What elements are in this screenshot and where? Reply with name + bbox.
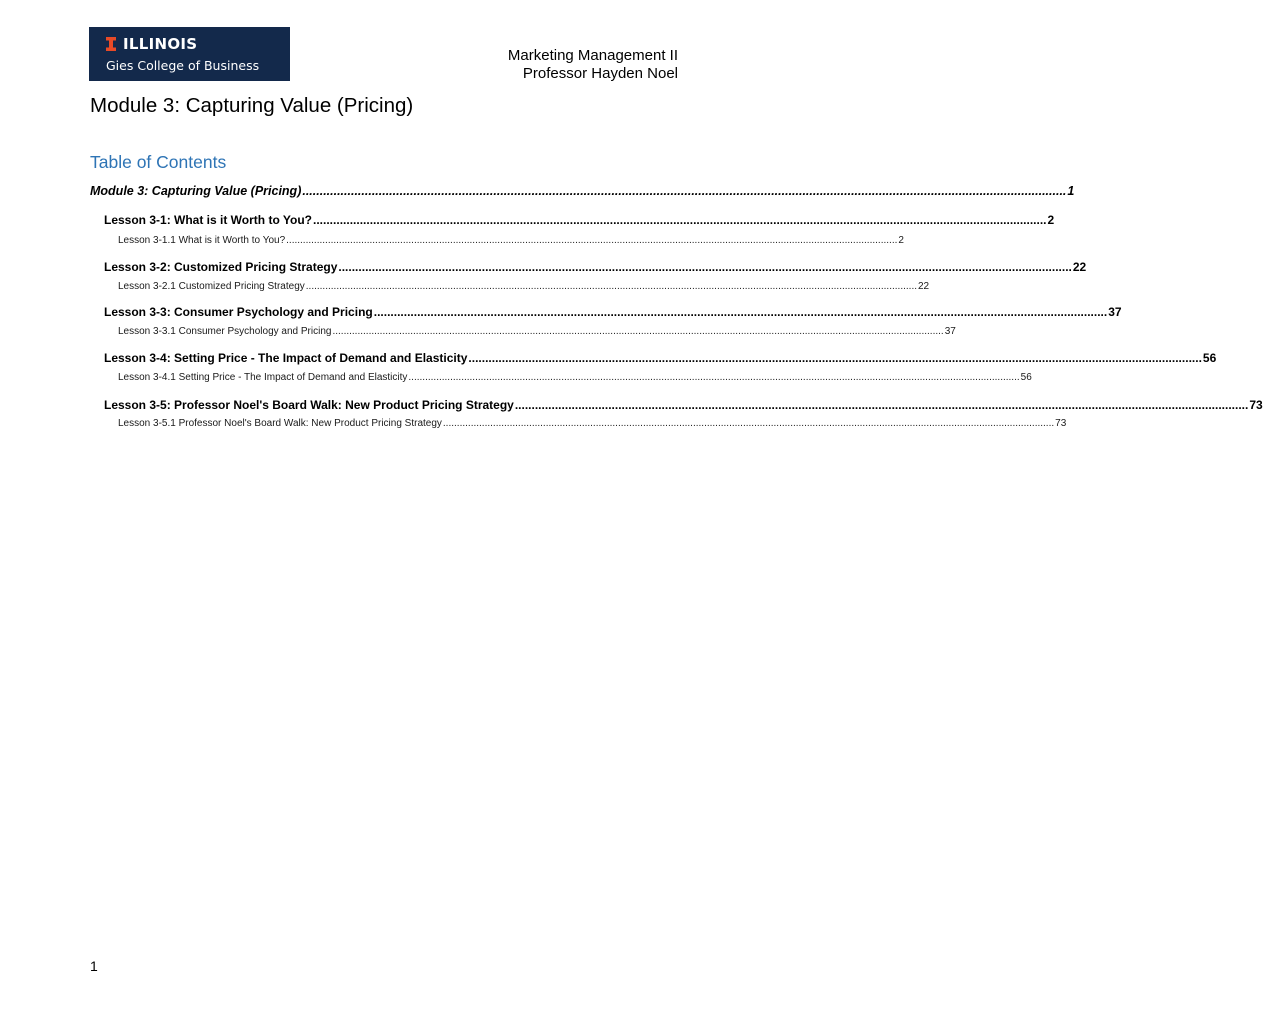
toc-entry-page: 37 (944, 326, 956, 337)
toc-entry-page: 37 (1108, 305, 1122, 319)
toc-leader-dots: ............................................................................................................................................................................................................................ (305, 281, 917, 292)
toc-leader-dots: ............................................................................................................................................................................................................................ (408, 372, 1020, 383)
logo-subtitle: Gies College of Business (106, 58, 260, 73)
toc-entry-lesson-3-3-1[interactable] (118, 325, 956, 339)
toc-entry-page: 56 (1020, 372, 1032, 383)
toc-leader-dots: ............................................................................................................................................................................................................................ (302, 184, 1067, 198)
toc-entry-title: Lesson 3-3.1 Consumer Psychology and Pricing (118, 326, 332, 337)
toc-leader-dots: ............................................................................................................................................................................................................................ (313, 213, 1047, 227)
toc-entry-lesson-3-2[interactable] (104, 259, 1087, 276)
toc-entry-title: Lesson 3-5.1 Professor Noel's Board Walk: New Product Pricing Strategy (118, 418, 442, 429)
toc-entry-module-3[interactable] (90, 182, 1075, 200)
toc-entry-title: Lesson 3-2: Customized Pricing Strategy (104, 260, 338, 274)
toc-entry-title: Lesson 3-4: Setting Price - The Impact of Demand and Elasticity (104, 351, 468, 365)
toc-entry-title: Lesson 3-1: What is it Worth to You? (104, 213, 313, 227)
toc-entry-page: 22 (1072, 260, 1087, 274)
toc-entry-title: Lesson 3-5: Professor Noel's Board Walk: New Product Pricing Strategy (104, 398, 514, 412)
document-header (508, 47, 678, 83)
course-name: Marketing Management II (507, 47, 678, 64)
toc-entry-page: 56 (1202, 351, 1217, 365)
toc-heading: Table of Contents (90, 152, 227, 172)
toc-leader-dots: ............................................................................................................................................................................................................................ (332, 326, 944, 337)
toc-entry-lesson-3-4-1[interactable] (118, 371, 1032, 385)
logo-wordmark: ILLINOIS (123, 35, 198, 53)
toc-leader-dots: ............................................................................................................................................................................................................................ (286, 235, 898, 246)
toc-leader-dots: ............................................................................................................................................................................................................................ (514, 398, 1249, 412)
toc-entry-title: Lesson 3-3: Consumer Psychology and Pricing (104, 305, 373, 319)
block-i-icon (106, 37, 116, 51)
toc-entry-title: Module 3: Capturing Value (Pricing) (90, 184, 302, 198)
toc-entry-lesson-3-2-1[interactable] (118, 280, 930, 294)
toc-entry-lesson-3-4[interactable] (104, 350, 1217, 367)
toc-entry-lesson-3-1[interactable] (104, 212, 1055, 229)
toc-entry-lesson-3-3[interactable] (104, 304, 1122, 321)
toc-entry-page: 73 (1055, 418, 1067, 429)
illinois-gies-logo (89, 27, 290, 81)
toc-leader-dots: ............................................................................................................................................................................................................................ (373, 305, 1108, 319)
toc-entry-title: Lesson 3-4.1 Setting Price - The Impact of Demand and Elasticity (118, 372, 408, 383)
toc-entry-page: 73 (1249, 398, 1263, 412)
toc-leader-dots: ............................................................................................................................................................................................................................ (468, 351, 1202, 365)
toc-entry-lesson-3-1-1[interactable] (118, 234, 904, 248)
toc-entry-page: 22 (918, 281, 930, 292)
toc-entry-page: 1 (1067, 184, 1075, 198)
toc-entry-page: 2 (898, 235, 904, 246)
toc-entry-title: Lesson 3-2.1 Customized Pricing Strategy (118, 281, 305, 292)
page-title: Module 3: Capturing Value (Pricing) (90, 94, 414, 117)
professor-name: Professor Hayden Noel (522, 65, 678, 82)
page-number: 1 (90, 958, 98, 974)
toc-entry-lesson-3-5[interactable] (104, 397, 1263, 414)
toc-leader-dots: ............................................................................................................................................................................................................................ (442, 418, 1055, 429)
toc-entry-page: 2 (1047, 213, 1055, 227)
toc-leader-dots: ............................................................................................................................................................................................................................ (338, 260, 1072, 274)
toc-entry-title: Lesson 3-1.1 What is it Worth to You? (118, 235, 286, 246)
toc-entry-lesson-3-5-1[interactable] (118, 417, 1067, 431)
